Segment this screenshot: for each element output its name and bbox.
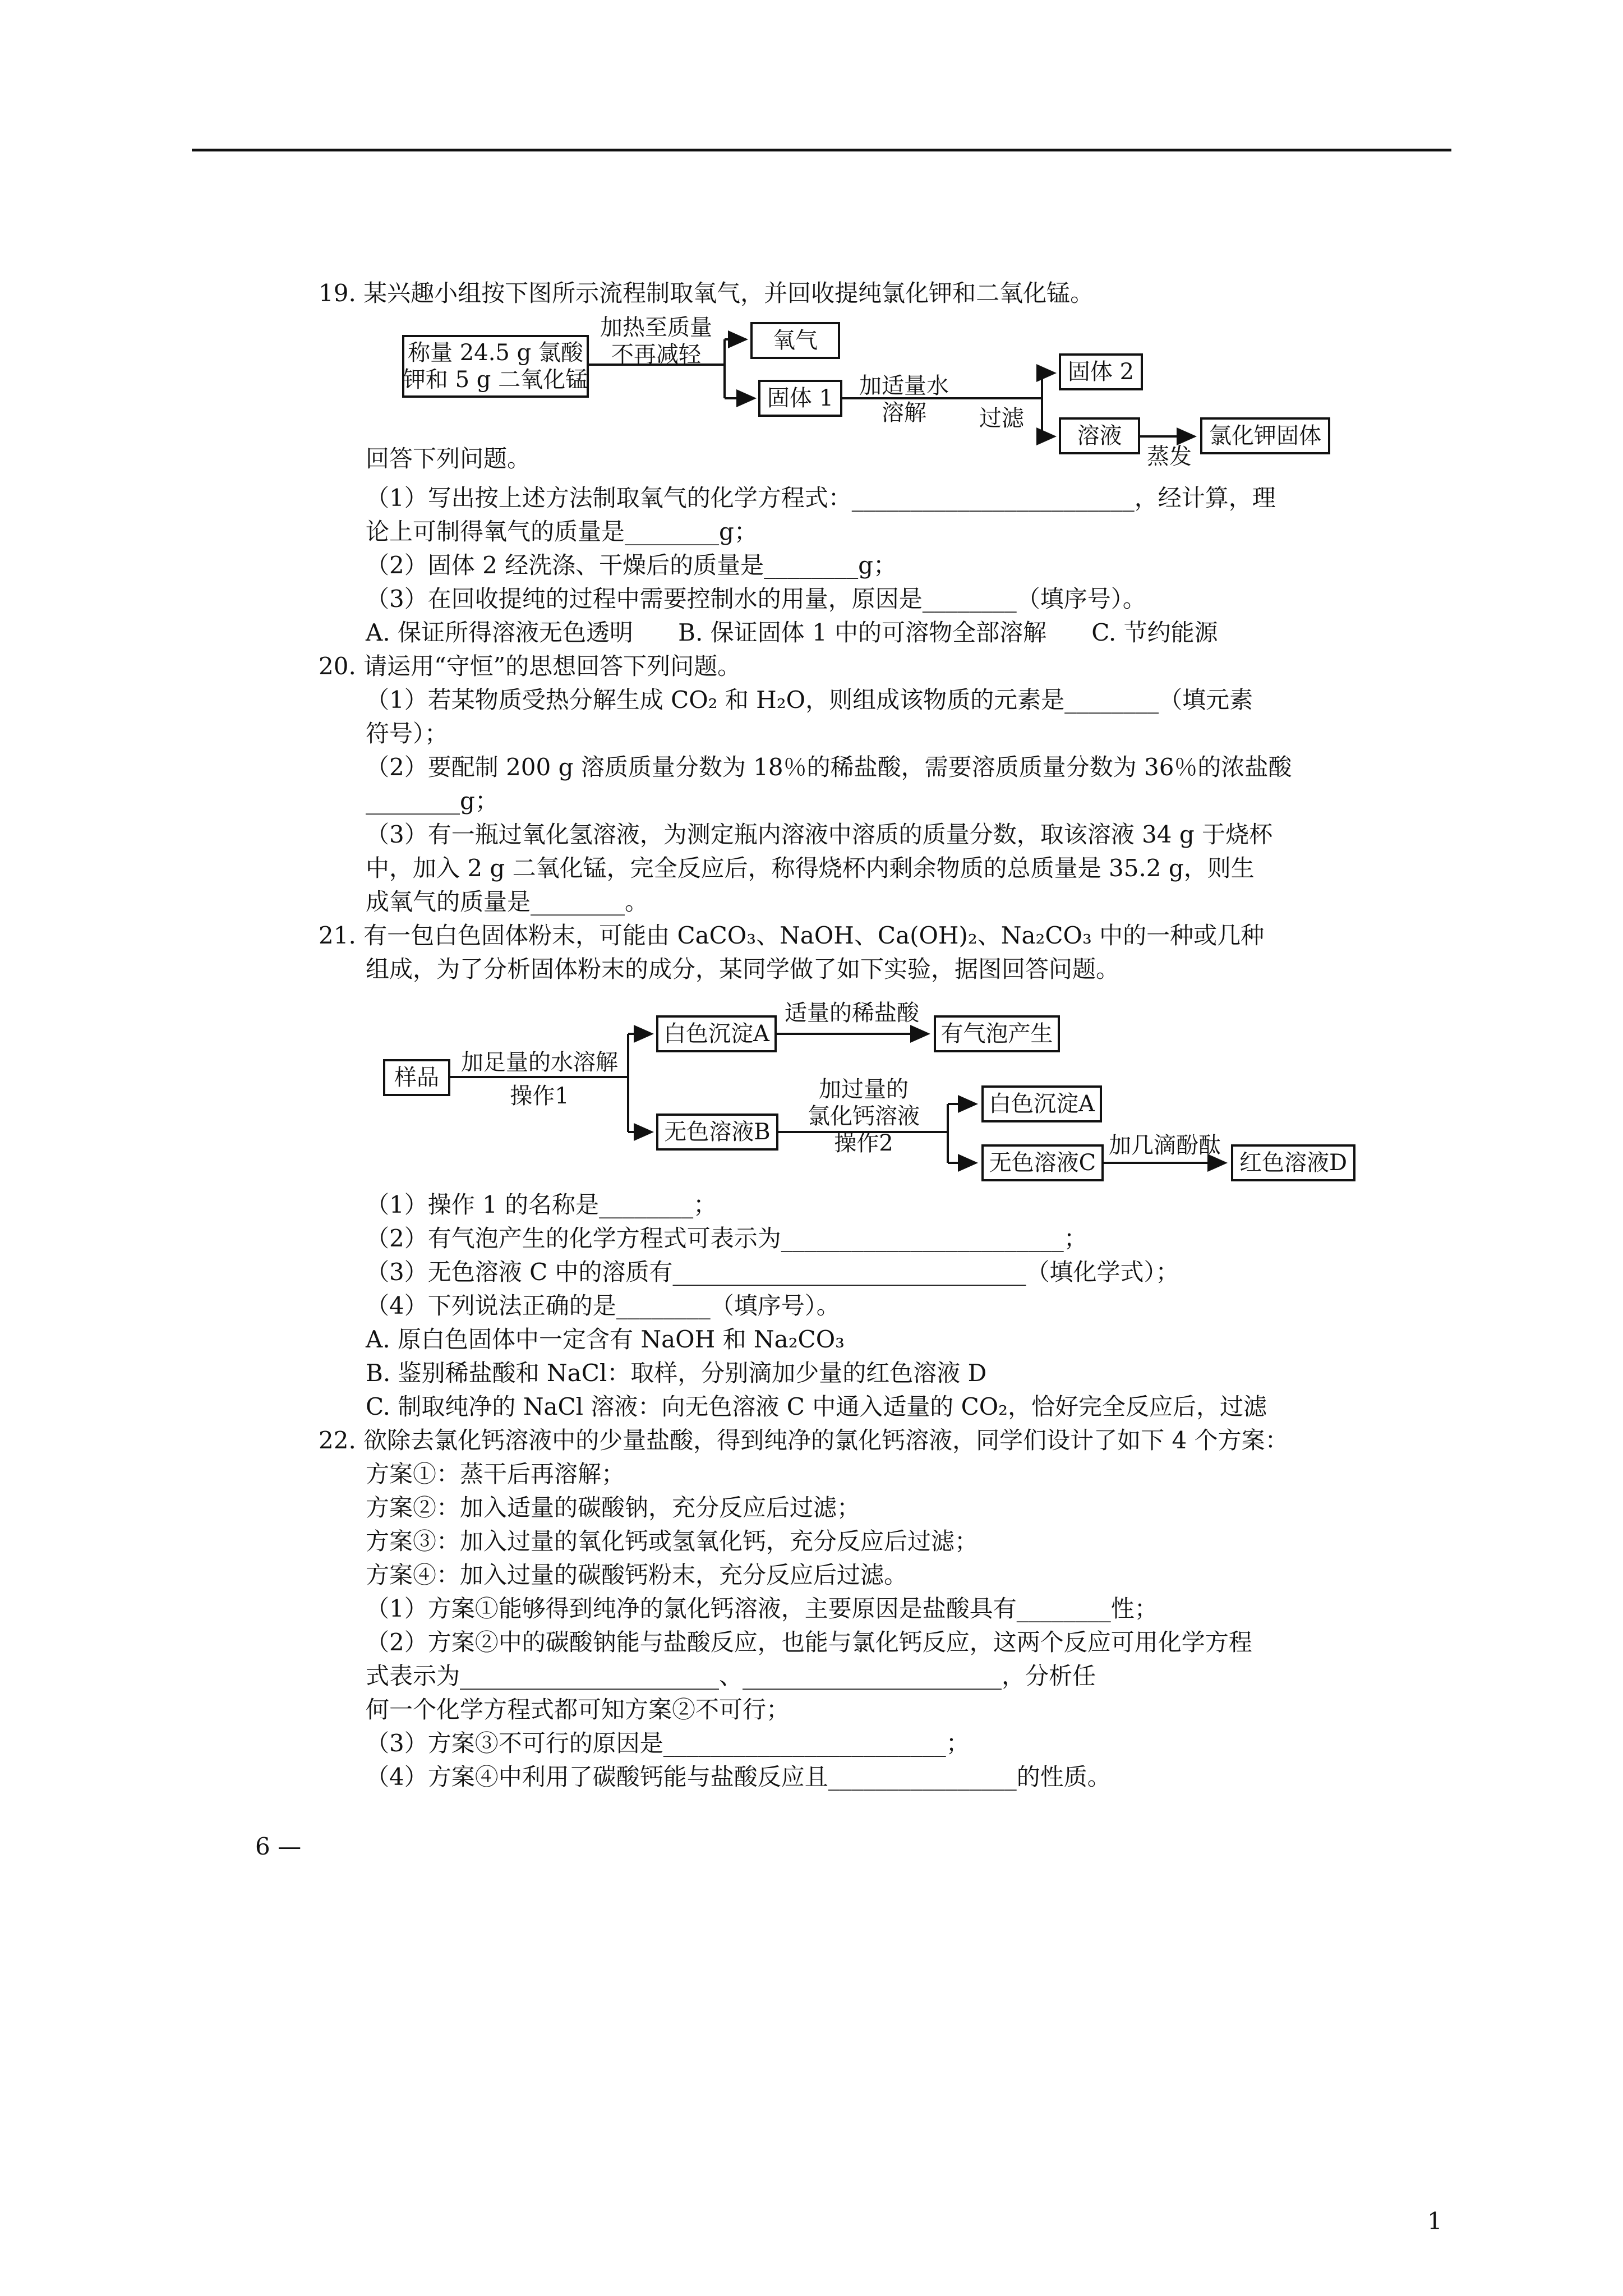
q19-evaporate-label: 蒸发 [1147, 444, 1192, 470]
q20-part2-b: ________g； [366, 787, 499, 815]
q22-scheme1: 方案①：蒸干后再溶解； [366, 1460, 625, 1488]
q19-start-box: 称量 24.5 g 氯酸 钾和 5 g 二氧化锰 [402, 335, 589, 398]
q21-option-b: B. 鉴别稀盐酸和 NaCl：取样，分别滴加少量的红色溶液 D [366, 1359, 987, 1387]
q22-part1: （1）方案①能够得到纯净的氯化钙溶液，主要原因是盐酸具有________性； [366, 1595, 1158, 1622]
q22-part2-b: 式表示为______________________、______________________，分析任 [366, 1662, 1096, 1690]
q19-oxygen-box: 氧气 [750, 322, 840, 359]
q21-option-a: A. 原白色固体中一定含有 NaOH 和 Na₂CO₃ [366, 1326, 845, 1353]
q22-part2-a: （2）方案②中的碳酸钠能与盐酸反应，也能与氯化钙反应，这两个反应可用化学方程 [366, 1628, 1252, 1656]
q21-part2: （2）有气泡产生的化学方程式可表示为________________________； [366, 1225, 1087, 1252]
q21-bubbles-box: 有气泡产生 [934, 1015, 1060, 1052]
q22-scheme4: 方案④：加入过量的碳酸钙粉末，充分反应后过滤。 [366, 1561, 908, 1589]
q20-stem: 20. 请运用“守恒”的思想回答下列问题。 [319, 652, 741, 680]
q22-part2-c: 何一个化学方程式都可知方案②不可行； [366, 1696, 790, 1723]
q21-part1: （1）操作 1 的名称是________； [366, 1191, 717, 1218]
q21-solD-box: 红色溶液D [1231, 1144, 1355, 1181]
q22-part4: （4）方案④中利用了碳酸钙能与盐酸反应且________________的性质。 [366, 1763, 1111, 1791]
q21-option-c: C. 制取纯净的 NaCl 溶液：向无色溶液 C 中通入适量的 CO₂，恰好完全反应后，过滤 [366, 1393, 1267, 1420]
q21-part4: （4）下列说法正确的是________（填序号）。 [366, 1292, 840, 1319]
q22-scheme3: 方案③：加入过量的氧化钙或氢氧化钙，充分反应后过滤； [366, 1527, 979, 1555]
q21-stem-b: 组成，为了分析固体粉末的成分，某同学做了如下实验，据图回答问题。 [366, 955, 1120, 983]
q20-part3-a: （3）有一瓶过氧化氢溶液，为测定瓶内溶液中溶质的质量分数，取该溶液 34 g 于烧杯 [366, 821, 1273, 848]
q22-stem: 22. 欲除去氯化钙溶液中的少量盐酸，得到纯净的氯化钙溶液，同学们设计了如下 4 个方案： [319, 1427, 1289, 1454]
q21-precipA-box: 白色沉淀A [656, 1015, 777, 1052]
q19-step2-label: 加适量水 溶解 [859, 373, 949, 426]
q21-precipA2-box: 白色沉淀A [981, 1085, 1102, 1122]
q19-step1-label: 加热至质量 不再减轻 [600, 315, 712, 367]
page-number-right: 1 [1427, 2207, 1442, 2235]
q20-part1-a: （1）若某物质受热分解生成 CO₂ 和 H₂O，则组成该物质的元素是________（填元素 [366, 686, 1253, 714]
q19-part1-a: （1）写出按上述方法制取氧气的化学方程式：________________________，经计算，理 [366, 484, 1276, 512]
q21-op1-label: 加足量的水溶解 操作1 [461, 1050, 618, 1109]
q21-solC-box: 无色溶液C [981, 1144, 1104, 1181]
q19-solution-box: 溶液 [1059, 417, 1140, 454]
q21-stem-a: 21. 有一包白色固体粉末，可能由 CaCO₃、NaOH、Ca(OH)₂、Na₂CO₃ 中的一种或几种 [319, 922, 1265, 949]
q21-sample-box: 样品 [383, 1059, 450, 1096]
q19-filter-label: 过滤 [979, 406, 1024, 431]
q21-acid-label: 适量的稀盐酸 [785, 1000, 919, 1026]
q21-part3: （3）无色溶液 C 中的溶质有______________________________（填化学式）； [366, 1258, 1179, 1286]
q20-part2-a: （2）要配制 200 g 溶质质量分数为 18％的稀盐酸，需要溶质质量分数为 36％的浓盐酸 [366, 753, 1292, 781]
q19-solid1-box: 固体 1 [758, 380, 842, 417]
q19-kcl-box: 氯化钾固体 [1200, 417, 1330, 454]
q19-part1-b: 论上可制得氧气的质量是________g； [366, 518, 758, 545]
q19-part2: （2）固体 2 经洗涤、干燥后的质量是________g； [366, 551, 897, 579]
q20-part3-b: 中，加入 2 g 二氧化锰，完全反应后，称得烧杯内剩余物质的总质量是 35.2 g，则生 [366, 854, 1255, 882]
q21-phenol-label: 加几滴酚酞 [1109, 1133, 1221, 1158]
q19-part3: （3）在回收提纯的过程中需要控制水的用量，原因是________（填序号）。 [366, 585, 1146, 613]
q20-part1-b: 符号）； [366, 720, 449, 747]
q21-solB-box: 无色溶液B [656, 1114, 778, 1151]
q19-solid2-box: 固体 2 [1059, 353, 1143, 390]
q21-op2-label: 加过量的 氯化钙溶液 操作2 [808, 1076, 920, 1156]
q20-part3-c: 成氧气的质量是________。 [366, 888, 649, 915]
q19-lead: 回答下列问题。 [366, 445, 531, 472]
q22-part3: （3）方案③不可行的原因是________________________； [366, 1729, 970, 1757]
q22-scheme2: 方案②：加入适量的碳酸钠，充分反应后过滤； [366, 1494, 861, 1521]
q19-stem: 19. 某兴趣小组按下图所示流程制取氧气，并回收提纯氯化钾和二氧化锰。 [319, 279, 1094, 307]
page-number-left: 6 — [255, 1833, 302, 1860]
q19-options: A. 保证所得溶液无色透明 B. 保证固体 1 中的可溶物全部溶解 C. 节约能源 [366, 619, 1218, 646]
